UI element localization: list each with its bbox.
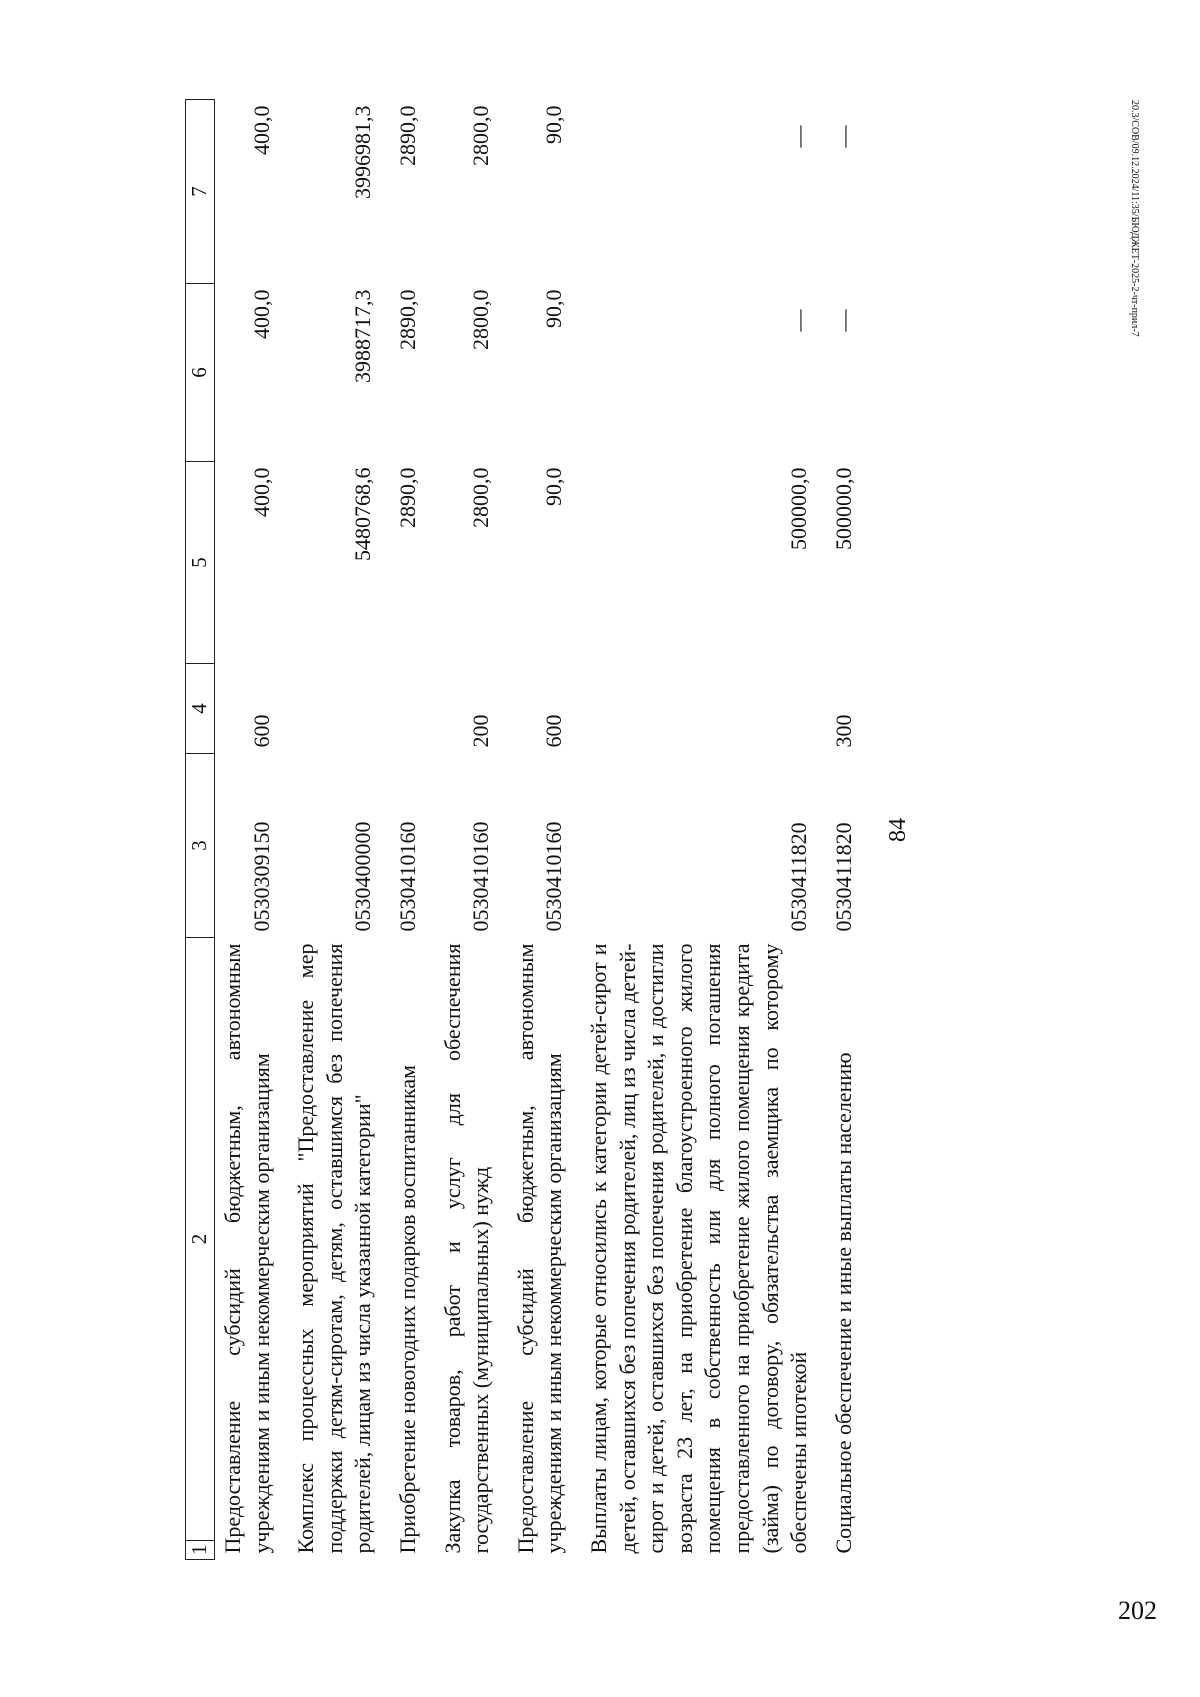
row-name: Предоставление субсидий бюджетным, автономным учреждениям и иным некоммерческим организациям — [220, 943, 274, 1554]
document-code: 20.3/СОВ/09.12.2024/11:35/БЮДЖЕТ-2025-2-чт-прил-7 — [1129, 100, 1140, 337]
amount-col7: 400,0 — [248, 105, 274, 155]
row-name: Социальное обеспечение и иные выплаты населению — [830, 1052, 856, 1554]
amount-col5: 2800,0 — [468, 467, 494, 528]
amount-col6: 2800,0 — [468, 289, 494, 350]
target-code: 0530410160 — [541, 821, 567, 932]
table-row — [508, 100, 581, 1560]
column-header: 3 — [186, 754, 215, 938]
expense-type: 600 — [541, 714, 567, 748]
amount-col5: 5480768,6 — [350, 467, 376, 561]
column-header: 2 — [186, 938, 215, 1541]
target-code: 0530410160 — [394, 821, 420, 932]
amount-col7: 90,0 — [541, 105, 567, 144]
column-header: 6 — [186, 284, 215, 462]
amount-col7: 2800,0 — [468, 105, 494, 166]
expense-type: 600 — [248, 714, 274, 748]
column-header: 1 — [186, 1541, 215, 1560]
table-row — [581, 100, 826, 1560]
amount-col7: — — [786, 125, 812, 148]
column-header: 4 — [186, 664, 215, 754]
table-row — [288, 100, 390, 1560]
table-row — [435, 100, 508, 1560]
target-code: 0530400000 — [350, 821, 376, 932]
budget-table — [185, 99, 870, 1560]
row-name: Закупка товаров, работ и услуг для обеспечения государственных (муниципальных) нужд — [439, 943, 494, 1554]
amount-col5: 400,0 — [248, 467, 274, 517]
amount-col6: — — [830, 309, 856, 332]
amount-col5: 90,0 — [541, 467, 567, 506]
rotated-page-content — [185, 100, 1045, 1560]
amount-col6: 3988717,3 — [350, 289, 376, 383]
table-row — [390, 100, 435, 1560]
row-name: Приобретение новогодних подарков воспитанникам — [394, 1064, 420, 1554]
amount-col6: 400,0 — [248, 289, 274, 339]
row-name: Комплекс процессных мероприятий "Предоставление мер поддержки детям-сиротам, детям, оставшимся без попечения родителей, лицам из числа указанной категории" — [293, 943, 376, 1554]
target-code: 0530411820 — [786, 822, 812, 932]
table-header-row — [186, 100, 215, 1560]
amount-col7: 2890,0 — [394, 105, 420, 166]
amount-col5: 500000,0 — [786, 467, 812, 550]
expense-type: 200 — [468, 714, 494, 748]
amount-col5: 2890,0 — [394, 467, 420, 528]
amount-col5: 500000,0 — [830, 467, 856, 550]
row-name: Выплаты лицам, которые относились к категории детей-сирот и детей, оставшихся без попечения родителей, лиц из числа детей-сирот и детей, оставшихся без попечения родителей, и достигли возраста 23 лет, на приобретение благоустроенного жилого помещения в собственность или для полного погашения предоставленного на приобретение жилого помещения кредита (займа) по договору, обязательства заемщика по которому обеспечены ипотекой — [585, 943, 812, 1554]
amount-col7: 3996981,3 — [350, 105, 376, 199]
expense-type: 300 — [830, 714, 856, 748]
column-header: 5 — [186, 462, 215, 664]
amount-col6: 2890,0 — [394, 289, 420, 350]
target-code: 0530309150 — [248, 821, 274, 932]
table-row — [826, 100, 871, 1560]
amount-col6: 90,0 — [541, 289, 567, 328]
table-row — [215, 100, 289, 1560]
column-header: 7 — [186, 100, 215, 284]
target-code: 0530411820 — [830, 822, 856, 932]
amount-col7: — — [830, 125, 856, 148]
expense-type — [581, 664, 826, 754]
page-number: 202 — [1118, 1596, 1157, 1625]
expense-type — [390, 664, 435, 754]
row-name: Предоставление субсидий бюджетным, автономным учреждениям и иным некоммерческим организациям — [512, 943, 567, 1554]
amount-col6: — — [786, 309, 812, 332]
target-code: 0530410160 — [468, 821, 494, 932]
sheet-number: 84 — [885, 818, 911, 842]
expense-type — [288, 664, 390, 754]
